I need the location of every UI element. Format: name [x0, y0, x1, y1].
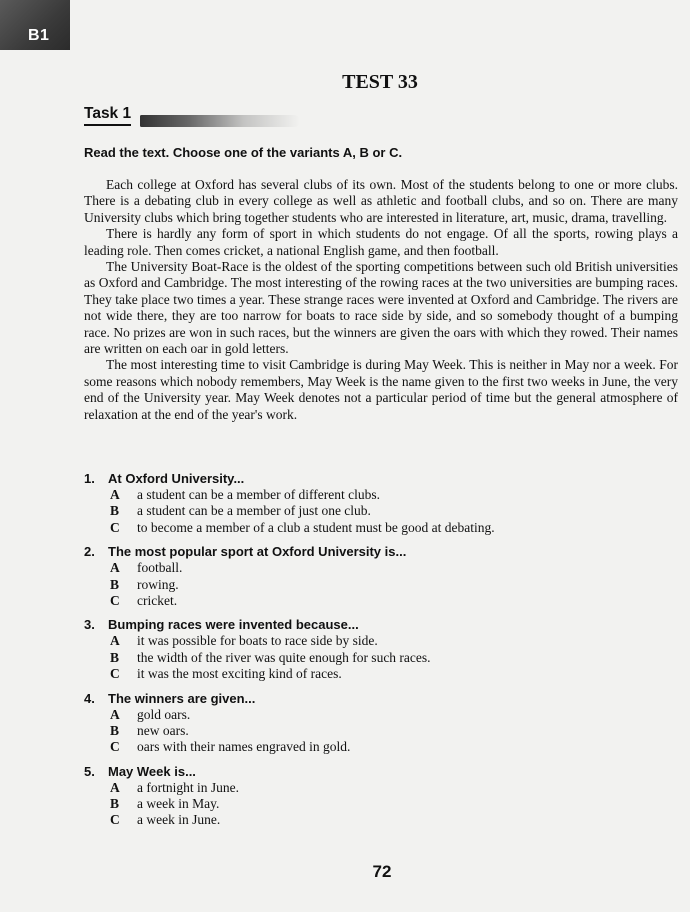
- question-4: [84, 690, 678, 756]
- option-text: oars with their names engraved in gold.: [137, 739, 351, 755]
- option-letter: A: [110, 706, 120, 722]
- answer-option[interactable]: [84, 780, 678, 796]
- paragraph: The University Boat-Race is the oldest of the sporting competitions between such old British universities as Oxford and Cambridge. The most interesting of the rowing races at the two universities are bumping races. They take place two times a year. These strange races were invented at Oxford and Cambridge. The rivers are not wide there, they are too narrow for boats to race side by side, and so somebody thought of a bumping race. No prizes are won in such races, but the winners are given the oars with which they rowed. Their names are written on each oar in gold letters.: [84, 259, 678, 357]
- question-prompt: May Week is...: [108, 763, 196, 779]
- option-text: new oars.: [137, 722, 189, 738]
- option-letter: B: [110, 649, 120, 665]
- question-1: [84, 470, 678, 536]
- option-letter: C: [110, 592, 120, 608]
- reading-passage: [84, 177, 678, 423]
- answer-option[interactable]: [84, 812, 678, 828]
- question-number: 2.: [84, 544, 95, 560]
- question-number: 4.: [84, 690, 95, 706]
- question-number: 5.: [84, 763, 95, 779]
- question-number: 1.: [84, 471, 95, 486]
- answer-option[interactable]: [84, 666, 678, 682]
- option-letter: C: [110, 519, 120, 535]
- answer-option[interactable]: [84, 707, 678, 723]
- answer-option[interactable]: [84, 633, 678, 649]
- question-3: [84, 616, 678, 682]
- option-text: a student can be a member of different clubs.: [137, 487, 381, 502]
- option-text: gold oars.: [137, 706, 191, 722]
- question-number: 3.: [84, 617, 95, 633]
- option-text: a student can be a member of just one club.: [137, 503, 371, 519]
- option-text: cricket.: [137, 592, 178, 608]
- option-text: a fortnight in June.: [137, 779, 239, 795]
- task-instruction: Read the text. Choose one of the variants A, B or C.: [84, 145, 403, 160]
- answer-option[interactable]: [84, 577, 678, 593]
- option-letter: B: [110, 722, 120, 738]
- question-list: [84, 470, 678, 836]
- question-5: [84, 763, 678, 829]
- option-letter: A: [110, 487, 120, 502]
- question-prompt: The most popular sport at Oxford University is...: [108, 544, 407, 560]
- question-prompt: At Oxford University...: [108, 471, 245, 486]
- option-text: it was the most exciting kind of races.: [137, 666, 342, 682]
- level-badge-label: B1: [28, 27, 50, 44]
- option-letter: A: [110, 560, 120, 576]
- question-prompt: Bumping races were invented because...: [108, 617, 359, 633]
- option-text: football.: [137, 560, 183, 576]
- paragraph: The most interesting time to visit Cambridge is during May Week. This is neither in May nor a week. For some reasons which nobody remembers, May Week is the name given to the first two weeks in June, the very end of the University year. May Week denotes not a particular period of time but the general atmosphere of relaxation at the end of the year's work.: [84, 357, 678, 422]
- task-label: Task 1: [84, 105, 131, 126]
- answer-option[interactable]: [84, 520, 678, 536]
- option-text: the width of the river was quite enough for such races.: [137, 649, 431, 665]
- test-title: TEST 33: [342, 71, 418, 93]
- page-number: 72: [372, 862, 392, 881]
- option-letter: B: [110, 796, 120, 812]
- option-letter: C: [110, 812, 120, 828]
- paragraph: There is hardly any form of sport in which students do not engage. Of all the sports, rowing plays a leading role. Then comes cricket, a national English game, and then football.: [84, 226, 678, 258]
- paragraph: Each college at Oxford has several clubs of its own. Most of the students belong to one or more clubs. There is a debating club in every college as well as athletic and football clubs, and so on. There are many University clubs which bring together students who are interested in literature, art, music, drama, travelling.: [84, 177, 678, 225]
- question-2: [84, 543, 678, 609]
- answer-option[interactable]: [84, 739, 678, 755]
- answer-option[interactable]: [84, 503, 678, 519]
- option-letter: A: [110, 633, 120, 649]
- option-letter: C: [110, 739, 120, 755]
- answer-option[interactable]: [84, 593, 678, 609]
- option-letter: B: [110, 503, 120, 519]
- option-text: rowing.: [137, 576, 179, 592]
- level-badge: [0, 0, 70, 50]
- option-text: a week in May.: [137, 796, 220, 812]
- option-text: a week in June.: [137, 812, 221, 828]
- answer-option[interactable]: [84, 723, 678, 739]
- answer-option[interactable]: [84, 650, 678, 666]
- option-letter: A: [110, 779, 120, 795]
- answer-option[interactable]: [84, 560, 678, 576]
- option-letter: C: [110, 666, 120, 682]
- answer-option[interactable]: [84, 487, 678, 503]
- task-header-bar: [140, 115, 300, 127]
- answer-option[interactable]: [84, 796, 678, 812]
- option-text: to become a member of a club a student must be good at debating.: [137, 519, 495, 535]
- option-text: it was possible for boats to race side by side.: [137, 633, 378, 649]
- option-letter: B: [110, 576, 120, 592]
- question-prompt: The winners are given...: [108, 690, 256, 706]
